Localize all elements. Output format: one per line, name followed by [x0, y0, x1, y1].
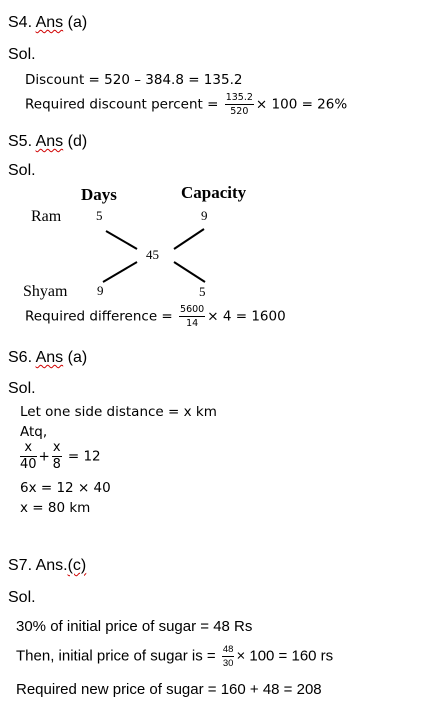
s6-sol: Sol.	[8, 380, 36, 397]
s7-fraction	[222, 644, 235, 669]
s5-line	[25, 304, 286, 329]
s5-line-ram-capacity	[174, 229, 204, 249]
s6-f2-den: 8	[52, 457, 61, 472]
s6-f1-num: x	[20, 441, 37, 457]
s6-label: S6.	[8, 349, 33, 366]
s5-line-suffix: × 4 = 1600	[207, 308, 286, 325]
s5-fraction	[179, 304, 205, 329]
s5-ram-capacity: 9	[201, 208, 208, 223]
s5-days-header: Days	[81, 185, 117, 204]
s6-line4: 6x = 12 × 40	[20, 480, 111, 496]
s7-ans-word: Ans.	[35, 557, 68, 574]
s4-sol: Sol.	[8, 46, 36, 63]
s6-f1-den: 40	[20, 457, 37, 472]
s4-ans-word: Ans	[35, 14, 64, 31]
s5-ram-label: Ram	[31, 208, 62, 225]
s5-line-shyam-capacity	[174, 262, 205, 282]
s7-line2	[16, 644, 333, 669]
s5-center-value: 45	[146, 247, 159, 262]
s7-line1: 30% of initial price of sugar = 48 Rs	[16, 618, 253, 635]
s5-ans-choice: (d)	[67, 133, 88, 150]
s5-cross-diagram	[0, 0, 438, 330]
s5-sol: Sol.	[8, 162, 36, 179]
s7-sol: Sol.	[8, 589, 36, 606]
s4-line1: Discount = 520 – 384.8 = 135.2	[25, 72, 243, 88]
s6-equation	[20, 441, 101, 472]
s6-eq-rhs: = 12	[67, 448, 101, 465]
s5-frac-num: 5600	[180, 304, 205, 315]
s6-heading	[8, 349, 87, 367]
s7-heading	[8, 557, 86, 575]
s5-line-ram-days	[106, 231, 137, 249]
s6-fraction-1	[20, 441, 37, 472]
s6-line5: x = 80 km	[20, 500, 91, 516]
s6-line2: Atq,	[20, 424, 48, 440]
s5-shyam-days: 9	[97, 283, 104, 298]
s7-frac-num: 48	[222, 644, 234, 655]
s5-shyam-capacity: 5	[199, 284, 206, 299]
s6-ans-word: Ans	[35, 349, 64, 366]
s7-frac-den: 30	[222, 658, 234, 669]
s4-ans-choice: (a)	[67, 14, 88, 31]
s7-ans-choice: (c)	[67, 557, 87, 574]
s6-line1: Let one side distance = x km	[20, 404, 217, 420]
s4-line2-prefix: Required discount percent =	[25, 96, 223, 113]
s6-f2-num: x	[52, 440, 61, 455]
s6-fraction-2	[52, 441, 62, 472]
s4-label: S4.	[8, 14, 33, 31]
s7-line2-suffix: × 100 = 160 rs	[236, 647, 334, 665]
s5-capacity-header: Capacity	[181, 183, 247, 202]
s5-label: S5.	[8, 133, 33, 150]
s6-plus: +	[38, 448, 50, 465]
s4-line2-suffix: × 100 = 26%	[255, 96, 348, 113]
s7-line2-prefix: Then, initial price of sugar is =	[16, 647, 220, 665]
s6-ans-choice: (a)	[67, 349, 88, 366]
s7-line3: Required new price of sugar = 160 + 48 = 208	[16, 681, 322, 698]
s5-shyam-label: Shyam	[23, 283, 68, 300]
s5-ans-word: Ans	[35, 133, 64, 150]
s5-ram-days: 5	[96, 208, 103, 223]
s7-label: S7.	[8, 557, 33, 574]
s5-line-shyam-days	[103, 262, 137, 282]
s5-frac-den: 14	[186, 318, 199, 329]
s4-frac-den: 520	[230, 106, 249, 117]
s4-frac-num: 135.2	[225, 92, 253, 103]
s5-line-prefix: Required difference =	[25, 308, 178, 325]
